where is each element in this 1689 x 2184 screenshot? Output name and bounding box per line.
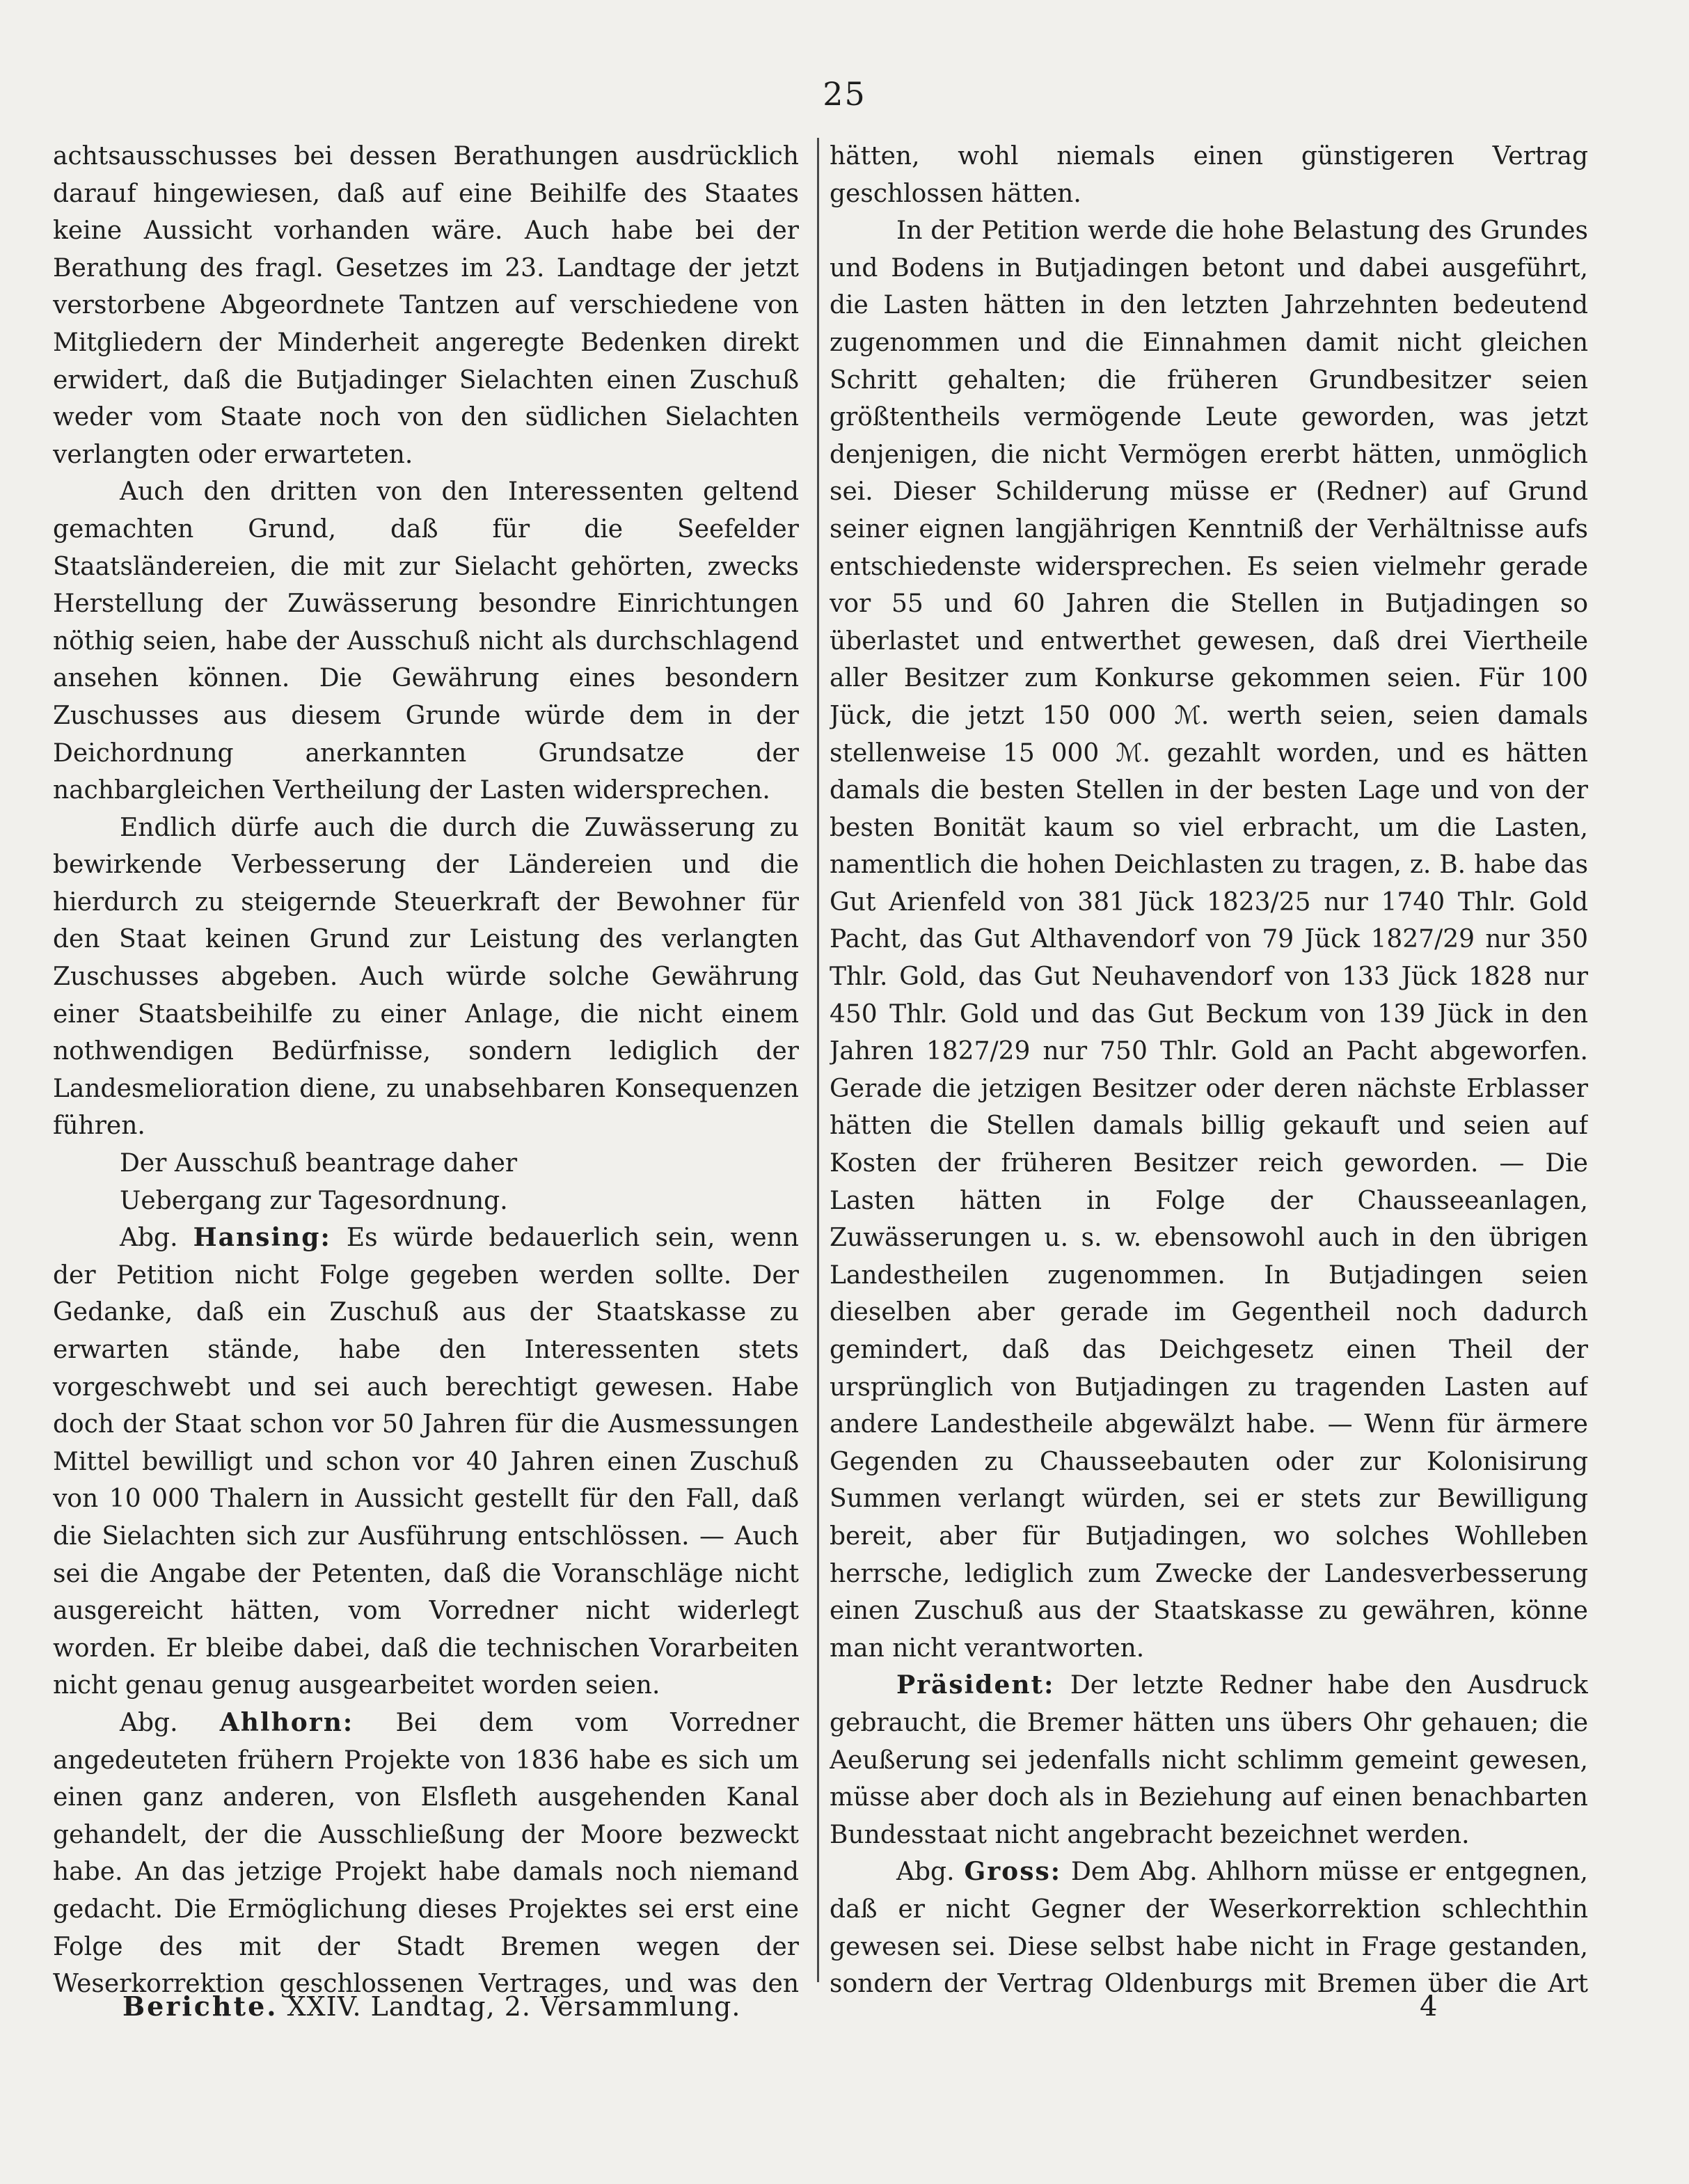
speech-text: Dem Abg. Ahlhorn müsse er entgegnen, daß er nicht Gegner der Weserkorrektion schlechthin gewesen sei. Diese selbst habe nicht in Frage gestanden, sondern der Vertrag Oldenburgs mit Bremen über die Art xyxy=(830,1858,1588,1999)
speaker-prefix: Abg. xyxy=(120,1224,178,1253)
speech-paragraph xyxy=(53,1219,799,1704)
speech-paragraph xyxy=(830,1853,1588,2003)
paragraph: achtsausschusses bei dessen Berathungen ausdrücklich darauf hingewiesen, daß auf eine Beihilfe des Staates keine Aussicht vorhanden wäre. Auch habe bei der Berathung des fragl. Gesetzes im 23. Landtage der jetzt verstorbene Abgeordnete Tantzen auf verschiedene von Mitgliedern der Minderheit angeregte Bedenken direkt erwidert, daß die Butjadinger Sielachten einen Zuschuß weder vom Staate noch von den südlichen Sielachten verlangten oder erwarteten. xyxy=(53,142,799,469)
speaker-name: Präsident: xyxy=(896,1670,1055,1700)
speaker-name: Gross: xyxy=(964,1857,1062,1887)
paragraph: Endlich dürfe auch die durch die Zuwässerung zu bewirkende Verbesserung der Ländereien und die hierdurch zu steigernde Steuerkraft der Bewohner für den Staat keinen Grund zur Leistung des verlangten Zuschusses abgeben. Auch würde solche Gewährung einer Staatsbeihilfe zu einer Anlage, die nicht einem nothwendigen Bedürfnisse, sondern lediglich der Landesmelioration diene, zu unabsehbaren Konsequenzen führen. xyxy=(53,813,799,1141)
sheet-number: 4 xyxy=(1420,1991,1438,2023)
speech-text: Der letzte Redner habe den Ausdruck gebraucht, die Bremer hätten uns übers Ohr gehauen; die Aeußerung sei jedenfalls nicht schlimm gemeint gewesen, müsse aber doch als in Beziehung auf einen benachbarten Bundesstaat nicht angebracht bezeichnet werden. xyxy=(830,1671,1588,1849)
speech-text: Es würde bedauerlich sein, wenn der Petition nicht Folge gegeben werden sollte. Der Gedanke, daß ein Zuschuß aus der Staatskasse zu erwarten stände, habe den Interessenten stets vorgeschwebt und sei auch berechtigt gewesen. Habe doch der Staat schon vor 50 Jahren für die Ausmessungen Mittel bewilligt und schon vor 40 Jahren einen Zuschuß von 10 000 Thalern in Aussicht gestellt für den Fall, daß die Sielachten sich zur Ausführung entschlössen. — Auch sei die Angabe der Petenten, daß die Voranschläge nicht ausgereicht hätten, vom Vorredner nicht widerlegt worden. Er bleibe dabei, daß die technischen Vorarbeiten nicht genau genug ausgearbeitet worden seien. xyxy=(53,1224,799,1700)
paragraph: Auch den dritten von den Interessenten geltend gemachten Grund, daß für die Seefelder Staatsländereien, die mit zur Sielacht gehörten, zwecks Herstellung der Zuwässerung besondre Einrichtungen nöthig seien, habe der Ausschuß nicht als durchschlagend ansehen können. Die Gewährung eines besondern Zuschusses aus diesem Grunde würde dem in der Deichordnung anerkannten Grundsatze der nachbargleichen Vertheilung der Lasten widersprechen. xyxy=(53,477,799,805)
speech-paragraph xyxy=(830,1667,1588,1853)
paragraph: In der Petition werde die hohe Belastung des Grundes und Bodens in Butjadingen betont und dabei ausgeführt, die Lasten hätten in den letzten Jahrzehnten bedeutend zugenommen und die Einnahmen damit nicht gleichen Schritt gehalten; die früheren Grundbesitzer seien größtentheils vermögende Leute geworden, was jetzt denjenigen, die nicht Vermögen ererbt hätten, unmöglich sei. Dieser Schilderung müsse er (Redner) auf Grund seiner eignen langjährigen Kenntniß der Verhältnisse aufs entschiedenste widersprechen. Es seien vielmehr gerade vor 55 und 60 Jahren die Stellen in Butjadingen so überlastet und entwerthet gewesen, daß drei Viertheile aller Besitzer zum Konkurse gekommen seien. Für 100 Jück, die jetzt 150 000 ℳ. werth seien, seien damals stellenweise 15 000 ℳ. gezahlt worden, und es hätten damals die besten Stellen in der besten Lage und von der besten Bonität kaum so viel erbracht, um die Lasten, namentlich die hohen Deichlasten zu tragen, z. B. habe das Gut Arienfeld von 381 Jück 1823/25 nur 1740 Thlr. Gold Pacht, das Gut Althavendorf von 79 Jück 1827/29 nur 350 Thlr. Gold, das Gut Neuhavendorf von 133 Jück 1828 nur 450 Thlr. Gold und das Gut Beckum von 139 Jück in den Jahren 1827/29 nur 750 Thlr. Gold an Pacht abgeworfen. Gerade die jetzigen Besitzer oder deren nächste Erblasser hätten die Stellen damals billig gekauft und seien auf Kosten der früheren Besitzer reich geworden. — Die Lasten hätten in Folge der Chausseeanlagen, Zuwässerungen u. s. w. ebensowohl auch in den übrigen Landestheilen zugenommen. In Butjadingen seien dieselben aber gerade im Gegentheil noch dadurch gemindert, daß das Deichgesetz einen Theil der ursprünglich von Butjadingen zu tragenden Lasten auf andere Landestheile abgewälzt habe. — Wenn für ärmere Gegenden zu Chausseebauten oder zur Kolonisirung Summen verlangt würden, sei er stets zur Bewilligung bereit, aber für Butjadingen, wo solches Wohlleben herrsche, lediglich zum Zwecke der Landesverbesserung einen Zuschuß aus der Staatskasse zu gewähren, könne man nicht verantworten. xyxy=(830,216,1588,1663)
footer-text: XXIV. Landtag, 2. Versammlung. xyxy=(287,1991,741,2022)
column-divider xyxy=(817,138,819,1982)
right-column xyxy=(830,138,1588,2003)
speaker-prefix: Abg. xyxy=(120,1708,178,1737)
page-number: 25 xyxy=(823,75,866,113)
left-column xyxy=(53,138,799,2003)
motion-line: Uebergang zur Tagesordnung. xyxy=(120,1186,508,1215)
speaker-prefix: Abg. xyxy=(896,1858,955,1887)
speech-text: Bei dem vom Vorredner angedeuteten frühern Projekte von 1836 habe es sich um einen ganz anderen, von Elsfleth ausgehenden Kanal gehandelt, der die Ausschließung der Moore bezweckt habe. An das jetzige Projekt habe damals noch niemand gedacht. Die Ermöglichung dieses Projektes sei erst eine Folge des mit der Stadt Bremen wegen der Weserkorrektion geschlossenen Vertrages, und was den xyxy=(53,1708,799,1999)
speaker-name: Ahlhorn: xyxy=(219,1707,354,1737)
footer-signature xyxy=(122,1991,740,2022)
motion-line: Der Ausschuß beantrage daher xyxy=(120,1149,518,1178)
speech-paragraph xyxy=(53,1704,799,2003)
paragraph: hätten, wohl niemals einen günstigeren Vertrag geschlossen hätten. xyxy=(830,142,1588,208)
speaker-name: Hansing: xyxy=(193,1223,331,1253)
footer-label: Berichte. xyxy=(122,1991,278,2022)
